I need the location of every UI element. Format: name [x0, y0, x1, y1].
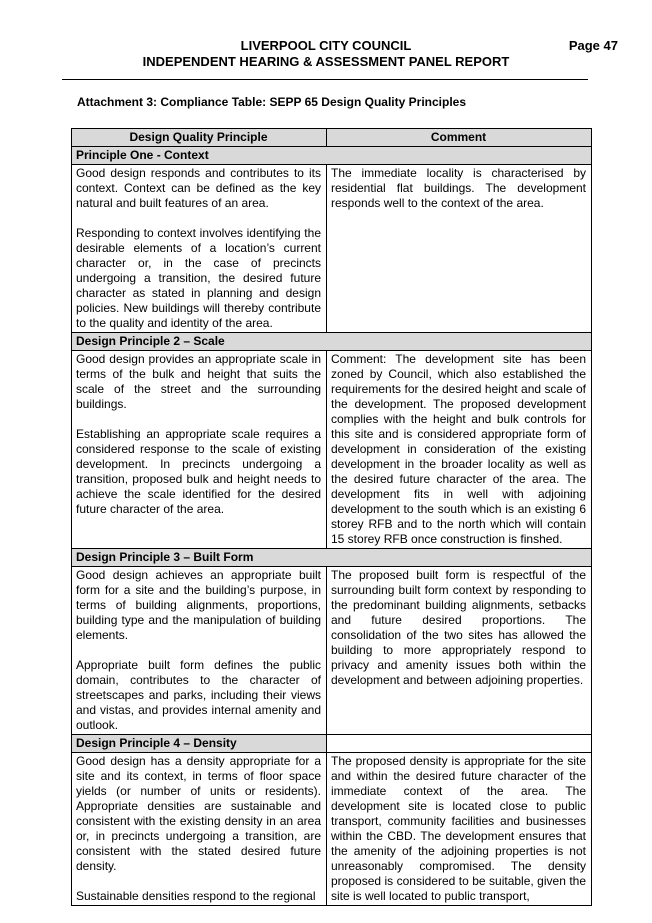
principle-paragraph: Good design provides an appropriate scale in terms of the bulk and height that suits the scale of the street and the surrounding buildings.	[76, 352, 321, 411]
section-title: Design Principle 3 – Built Form	[72, 549, 592, 567]
principle-paragraph: Good design achieves an appropriate built form for a site and the building’s purpose, in terms of building alignments, proportions, building type and the manipulation of building elements.	[76, 568, 321, 642]
section-title: Principle One - Context	[72, 147, 592, 165]
table-row	[72, 165, 592, 333]
principle-cell	[72, 753, 327, 906]
comment-cell	[327, 351, 592, 549]
table-row	[72, 351, 592, 549]
column-header-comment: Comment	[327, 129, 592, 147]
comment-paragraph: The proposed built form is respectful of the surrounding built form context by responding to the predominant building alignments, setbacks and future desired proportions. The consolidation of the two sites has allowed the building to more appropriately respond to privacy and amenity issues both within the development and between adjoining properties.	[331, 568, 586, 687]
section-title-row	[72, 333, 592, 351]
comment-paragraph: The immediate locality is characterised by residential flat buildings. The development responds well to the context of the area.	[331, 166, 586, 210]
principle-paragraph: Appropriate built form defines the public domain, contributes to the character of streetscapes and parks, including their views and vistas, and provides internal amenity and outlook.	[76, 658, 321, 732]
principle-paragraph: Responding to context involves identifying the desirable elements of a location’s current character or, in the case of precincts undergoing a transition, the desired future character as stated in planning and design policies. New buildings will thereby contribute to the quality and identity of the area.	[76, 226, 321, 330]
page-number: Page 47	[568, 38, 618, 53]
header-divider	[62, 79, 588, 80]
council-name: LIVERPOOL CITY COUNCIL	[240, 38, 412, 53]
compliance-table	[71, 128, 592, 906]
table-row	[72, 753, 592, 906]
principle-paragraph: Good design has a density appropriate for a site and its context, in terms of floor space yields (or number of units or residents). Appropriate densities are sustainable and consistent with the existing density in an area or, in precincts undergoing a transition, are consistent with the stated desired future density.	[76, 754, 321, 873]
section-title-blank	[327, 735, 592, 753]
principle-paragraph: Sustainable densities respond to the regional	[76, 889, 316, 903]
principle-cell	[72, 351, 327, 549]
section-title-row	[72, 735, 592, 753]
comment-cell	[327, 165, 592, 333]
principle-cell	[72, 567, 327, 735]
attachment-title: Attachment 3: Compliance Table: SEPP 65 Design Quality Principles	[77, 95, 466, 109]
principle-cell	[72, 165, 327, 333]
column-header-principle: Design Quality Principle	[72, 129, 327, 147]
comment-cell	[327, 753, 592, 906]
comment-cell	[327, 567, 592, 735]
comment-paragraph: Comment: The development site has been zoned by Council, which also established the requirements for the desired height and scale of the development. The proposed development complies with the height and bulk controls for this site and is considered appropriate form of development in consideration of the existing development in the broader locality as well as the desired future character of the area. The development fits in well with adjoining development to the south which is an existing 6 storey RFB and to the north which will contain 15 storey RFB once construction is finshed.	[331, 352, 586, 546]
report-title: INDEPENDENT HEARING & ASSESSMENT PANEL REPORT	[142, 54, 510, 69]
table-header-row	[72, 129, 592, 147]
principle-paragraph: Good design responds and contributes to its context. Context can be defined as the key natural and built features of an area.	[76, 166, 321, 210]
section-title: Design Principle 4 – Density	[72, 735, 327, 753]
section-title: Design Principle 2 – Scale	[72, 333, 592, 351]
comment-paragraph: The proposed density is appropriate for the site and within the desired future character of the immediate context of the area. The development site is located close to public transport, community facilities and businesses within the CBD. The development ensures that the amenity of the adjoining properties is not unreasonably compromised. The density proposed is considered to be suitable, given the site is well located to public transport,	[331, 754, 586, 903]
table-row	[72, 567, 592, 735]
section-title-row	[72, 549, 592, 567]
principle-paragraph: Establishing an appropriate scale requires a considered response to the scale of existing development. In precincts undergoing a transition, proposed bulk and height needs to achieve the scale identified for the desired future character of the area.	[76, 427, 321, 516]
section-title-row	[72, 147, 592, 165]
